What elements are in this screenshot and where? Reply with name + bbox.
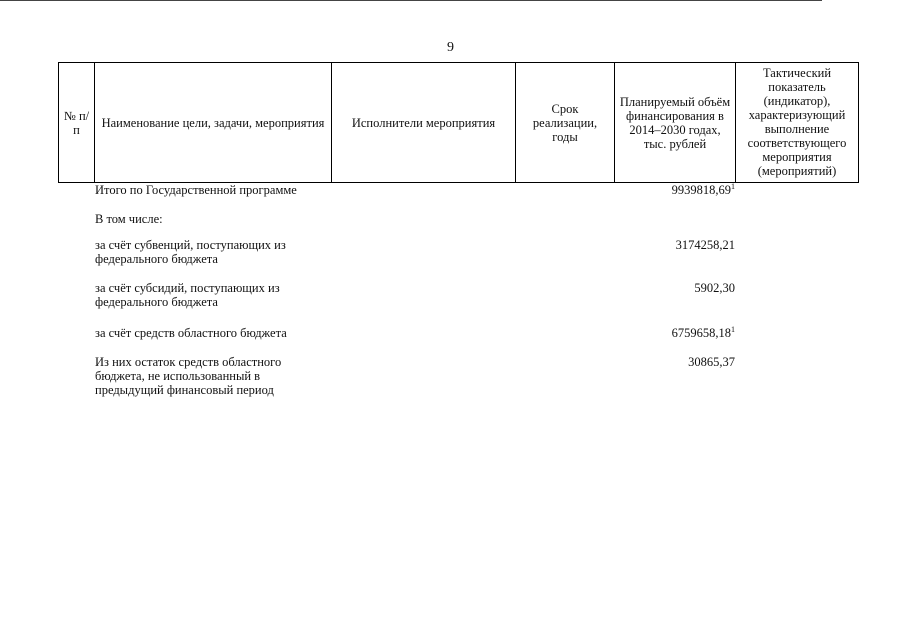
row-label: Из них остаток средств областного бюджета, не использованный в предыдущий финансовый период [95,355,282,397]
footnote-mark: 1 [731,324,735,334]
row-value: 9939818,69$^1$ [671,181,735,197]
col-header-funding: Планируемый объём финансирования в 2014–2030 годах, тыс. рублей [615,63,736,183]
row-label: В том числе: [95,212,163,226]
row-label: Итого по Государственной программе [95,183,297,197]
col-header-term: Срок реализации, годы [516,63,615,183]
row-value: 3174258,21 [675,238,735,252]
row-label: за счёт субсидий, поступающих из федерального бюджета [95,281,280,309]
row-value: 6759658,18$^1$ [671,324,735,340]
top-rule [0,0,822,1]
col-header-executors: Исполнители мероприятия [332,63,516,183]
col-header-name: Наименование цели, задачи, мероприятия [95,63,332,183]
col-header-number: № п/п [59,63,95,183]
table-header [58,62,859,183]
row-label: за счёт субвенций, поступающих из федерального бюджета [95,238,286,266]
col-header-indicator: Тактический показатель (индикатор), характеризующий выполнение соответствующего мероприятия (мероприятий) [736,63,859,183]
row-value: 5902,30 [694,281,735,295]
row-value: 30865,37 [688,355,735,369]
page-number: 9 [447,40,454,55]
footnote-mark: 1 [731,181,735,191]
row-label: за счёт средств областного бюджета [95,326,287,340]
